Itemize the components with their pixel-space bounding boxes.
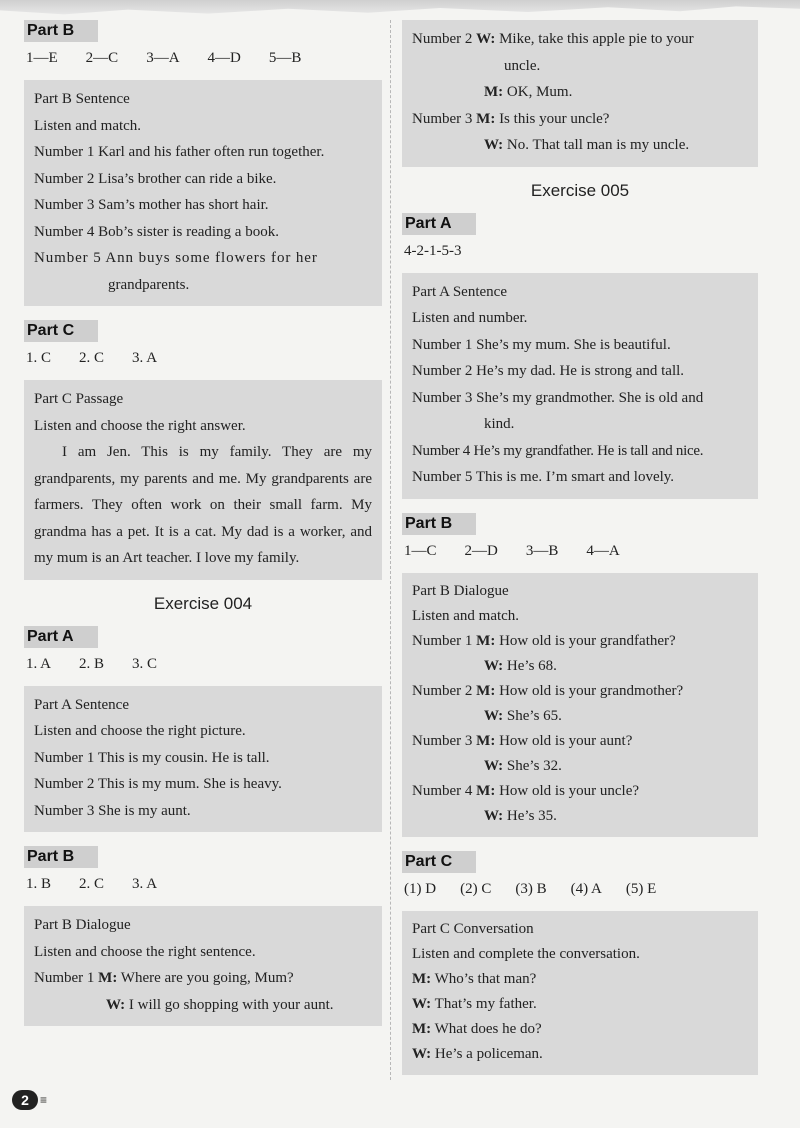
number-prefix: Number 2 bbox=[412, 682, 473, 699]
answer: 2—D bbox=[464, 542, 498, 559]
script-line: Listen and choose the right picture. bbox=[34, 723, 246, 739]
dialogue-text: Is this your uncle? bbox=[499, 110, 610, 127]
speaker: W: bbox=[106, 996, 126, 1013]
dialogue-line bbox=[412, 704, 748, 729]
script-heading: Part A Sentence bbox=[412, 283, 507, 300]
answer: (3) B bbox=[515, 880, 547, 897]
page-number: 2 bbox=[21, 1092, 29, 1108]
dialogue-line: uncle. bbox=[504, 57, 541, 74]
script-instruction: Listen and complete the conversation. bbox=[412, 945, 640, 962]
dialogue-text: Who’s that man? bbox=[434, 970, 537, 987]
page-number-badge bbox=[12, 1090, 46, 1110]
answer: 2—C bbox=[85, 50, 119, 66]
dialogue-line bbox=[412, 629, 748, 654]
answer: (2) C bbox=[460, 880, 492, 897]
speaker: M: bbox=[476, 110, 496, 127]
answer: 4—D bbox=[207, 50, 241, 66]
script-line: kind. bbox=[484, 416, 515, 432]
answer: (5) E bbox=[625, 880, 657, 897]
answer: (1) D bbox=[404, 880, 437, 897]
number-prefix: Number 2 bbox=[412, 31, 473, 47]
script-heading: Part C Passage bbox=[34, 391, 124, 407]
script-heading: Part B Sentence bbox=[34, 91, 130, 107]
dialogue-line bbox=[412, 992, 748, 1017]
dialogue-text: Mike, take this apple pie to your bbox=[499, 31, 694, 47]
speaker: M: bbox=[476, 682, 496, 699]
answer: 3—A bbox=[146, 50, 180, 66]
part-label: Part A bbox=[24, 626, 98, 648]
answer-key bbox=[404, 543, 758, 563]
speaker: W: bbox=[484, 657, 504, 674]
dialogue-line bbox=[412, 26, 748, 53]
megaphone-icon bbox=[12, 1090, 38, 1110]
dialogue-line bbox=[412, 132, 748, 159]
dialogue-text: How old is your grandmother? bbox=[499, 682, 684, 699]
script-box-continued bbox=[402, 20, 758, 167]
part-c-section bbox=[24, 320, 382, 580]
script-heading: Part B Dialogue bbox=[34, 917, 131, 933]
answer: 2. C bbox=[79, 876, 105, 892]
speaker: W: bbox=[484, 137, 504, 153]
speaker: M: bbox=[484, 84, 504, 100]
script-line: Number 4 He’s my grandfather. He is tall and nice. bbox=[412, 442, 704, 459]
number-prefix: Number 3 bbox=[412, 732, 473, 749]
speaker: W: bbox=[412, 1045, 432, 1062]
script-line: Number 2 This is my mum. She is heavy. bbox=[34, 776, 282, 792]
script-heading: Part C Conversation bbox=[412, 920, 534, 937]
sound-rays-icon: ≡ bbox=[40, 1093, 47, 1107]
speaker: W: bbox=[412, 995, 432, 1012]
script-box bbox=[402, 573, 758, 837]
dialogue-text: Where are you going, Mum? bbox=[120, 970, 294, 986]
script-heading: Part B Dialogue bbox=[412, 582, 509, 599]
answer: 3. A bbox=[132, 350, 158, 366]
dialogue-text: What does he do? bbox=[434, 1020, 542, 1037]
number-prefix: Number 3 bbox=[412, 110, 473, 127]
speaker: W: bbox=[484, 757, 504, 774]
dialogue-line bbox=[412, 779, 748, 804]
script-line: grandparents. bbox=[108, 276, 190, 293]
dialogue-text: OK, Mum. bbox=[506, 84, 573, 100]
dialogue-text: He’s 35. bbox=[506, 807, 557, 824]
part-label: Part B bbox=[24, 846, 98, 868]
column-divider bbox=[390, 20, 391, 1080]
script-box bbox=[402, 273, 758, 499]
script-line: Number 5 This is me. I’m smart and lovely. bbox=[412, 469, 675, 485]
speaker: M: bbox=[476, 632, 496, 649]
script-line: Number 3 She is my aunt. bbox=[34, 802, 191, 819]
part-a-section bbox=[402, 213, 758, 499]
speaker: M: bbox=[412, 1020, 432, 1037]
script-instruction: Listen and choose the right answer. bbox=[34, 417, 246, 434]
script-line: Number 4 Bob’s sister is reading a book. bbox=[34, 223, 279, 240]
speaker: M: bbox=[476, 782, 496, 799]
script-box bbox=[24, 686, 382, 833]
dialogue-line bbox=[412, 1017, 748, 1042]
answer: 1—E bbox=[26, 50, 58, 66]
speaker: W: bbox=[484, 807, 504, 824]
part-label: Part B bbox=[402, 513, 476, 535]
answer-key bbox=[26, 656, 382, 676]
speaker: W: bbox=[484, 707, 504, 724]
dialogue-line bbox=[412, 106, 748, 133]
answer: 3. A bbox=[132, 876, 158, 892]
dialogue-text: How old is your uncle? bbox=[499, 782, 640, 799]
dialogue-line bbox=[412, 804, 748, 829]
dialogue-text: She’s 65. bbox=[506, 707, 562, 724]
dialogue-text: How old is your grandfather? bbox=[499, 632, 676, 649]
part-label: Part C bbox=[402, 851, 476, 873]
number-prefix: Number 4 bbox=[412, 782, 473, 799]
dialogue-line bbox=[412, 729, 748, 754]
answer: 3—B bbox=[525, 542, 559, 559]
answer: 1. A bbox=[26, 655, 52, 672]
part-b-section bbox=[24, 20, 382, 306]
script-box bbox=[24, 80, 382, 306]
part-label: Part B bbox=[24, 20, 98, 42]
dialogue-text: No. That tall man is my uncle. bbox=[506, 137, 690, 153]
script-heading: Part A Sentence bbox=[34, 696, 129, 713]
answer: 2. C bbox=[79, 350, 105, 366]
script-line: Number 1 This is my cousin. He is tall. bbox=[34, 749, 270, 766]
answer: 5—B bbox=[268, 50, 302, 66]
part-b-section bbox=[24, 846, 382, 1026]
dialogue-text: That’s my father. bbox=[434, 995, 537, 1012]
script-line: Listen and match. bbox=[34, 117, 142, 134]
answer-key bbox=[26, 350, 382, 370]
answer: 4-2-1-5-3 bbox=[404, 242, 462, 259]
exercise-title: Exercise 004 bbox=[153, 593, 253, 613]
dialogue-line bbox=[412, 967, 748, 992]
answer-key bbox=[26, 876, 382, 896]
script-box bbox=[24, 906, 382, 1026]
dialogue-line bbox=[412, 1042, 748, 1067]
script-line: Listen and number. bbox=[412, 310, 528, 326]
script-line: Number 2 He’s my dad. He is strong and tall. bbox=[412, 363, 685, 379]
dialogue-line bbox=[412, 79, 748, 106]
left-column bbox=[24, 20, 382, 1040]
answer-key bbox=[404, 243, 758, 263]
answer-key bbox=[404, 881, 758, 901]
script-box bbox=[24, 380, 382, 580]
answer: (4) A bbox=[570, 880, 602, 897]
number-prefix: Number 1 bbox=[412, 632, 473, 649]
answer: 1. C bbox=[26, 350, 52, 366]
answer: 4—A bbox=[586, 542, 620, 559]
answer-key bbox=[26, 50, 382, 70]
dialogue-text: How old is your aunt? bbox=[499, 732, 633, 749]
script-instruction: Listen and match. bbox=[412, 607, 520, 624]
script-line: Number 3 Sam’s mother has short hair. bbox=[34, 197, 269, 213]
dialogue-line bbox=[412, 679, 748, 704]
script-line: Number 1 Karl and his father often run together. bbox=[34, 144, 325, 160]
passage-text: I am Jen. This is my family. They are my grandparents, my parents and me. My grandparents are farmers. They often work on their small farm. My grandma has a pet. It is a cat. My dad is a worker, and my mum is an Art teacher. I love my family. bbox=[34, 444, 372, 566]
part-a-section bbox=[24, 626, 382, 833]
dialogue-line bbox=[34, 992, 372, 1019]
dialogue-line bbox=[34, 965, 372, 992]
number-prefix: Number 1 bbox=[34, 970, 95, 986]
torn-page-edge bbox=[0, 0, 800, 16]
answer: 1—C bbox=[404, 542, 437, 559]
exercise-title: Exercise 005 bbox=[530, 180, 630, 200]
dialogue-text: I will go shopping with your aunt. bbox=[128, 996, 334, 1013]
script-line: Number 3 She’s my grandmother. She is old and bbox=[412, 389, 704, 406]
answer: 3. C bbox=[132, 655, 158, 672]
answer: 2. B bbox=[79, 655, 105, 672]
speaker: W: bbox=[476, 31, 496, 47]
speaker: M: bbox=[476, 732, 496, 749]
script-line: Number 5 Ann buys some flowers for her bbox=[34, 250, 318, 266]
part-label: Part C bbox=[24, 320, 98, 342]
dialogue-text: He’s 68. bbox=[506, 657, 557, 674]
script-line: Number 1 She’s my mum. She is beautiful. bbox=[412, 336, 671, 353]
speaker: M: bbox=[98, 970, 118, 986]
script-line: Number 2 Lisa’s brother can ride a bike. bbox=[34, 170, 277, 187]
part-c-section bbox=[402, 851, 758, 1075]
speaker: M: bbox=[412, 970, 432, 987]
dialogue-line bbox=[412, 754, 748, 779]
dialogue-line bbox=[412, 654, 748, 679]
answer: 1. B bbox=[26, 876, 52, 892]
script-instruction: Listen and choose the right sentence. bbox=[34, 943, 256, 960]
part-label: Part A bbox=[402, 213, 476, 235]
dialogue-text: He’s a policeman. bbox=[434, 1045, 543, 1062]
dialogue-text: She’s 32. bbox=[506, 757, 562, 774]
part-b-section bbox=[402, 513, 758, 837]
right-column bbox=[402, 20, 758, 1089]
script-box bbox=[402, 911, 758, 1075]
